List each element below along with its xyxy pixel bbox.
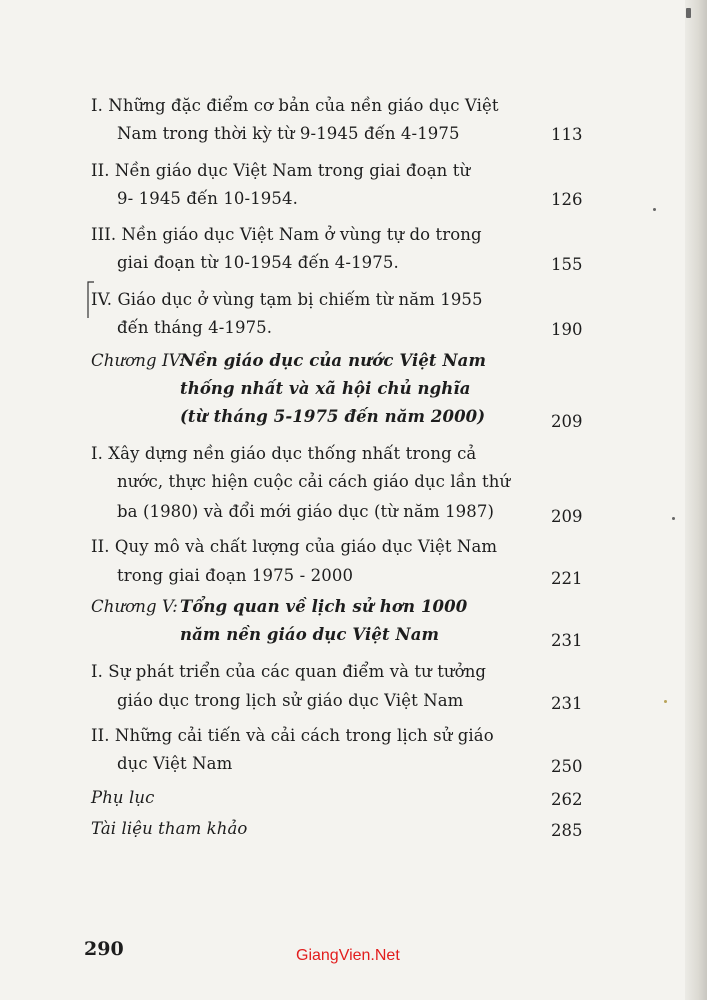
toc-page-number: 231 — [551, 694, 583, 713]
chapter-title-line: Nền giáo dục của nước Việt Nam — [180, 351, 487, 370]
page-number: 290 — [84, 938, 124, 960]
chapter-title-line: Tổng quan về lịch sử hơn 1000 — [180, 597, 468, 616]
toc-page-number: 231 — [551, 631, 583, 650]
chapter-title-line: năm nền giáo dục Việt Nam — [180, 625, 440, 644]
toc-entry-line: 9- 1945 đến 10-1954. — [117, 189, 298, 208]
toc-entry-line: III. Nền giáo dục Việt Nam ở vùng tự do trong — [91, 225, 482, 244]
chapter-label: Chương V: — [91, 597, 178, 616]
toc-page-number: 113 — [551, 125, 583, 144]
toc-page-number: 250 — [551, 757, 583, 776]
toc-page-number: 262 — [551, 790, 583, 809]
toc-entry-line: ba (1980) và đổi mới giáo dục (từ năm 1987) — [117, 502, 494, 521]
toc-page-number: 209 — [551, 412, 583, 431]
toc-page-number: 285 — [551, 821, 583, 840]
toc-page-number: 190 — [551, 320, 583, 339]
toc-entry-line: II. Quy mô và chất lượng của giáo dục Việt Nam — [91, 537, 498, 556]
toc-entry-line: II. Nền giáo dục Việt Nam trong giai đoạn từ — [91, 161, 471, 180]
toc-entry-line: I. Những đặc điểm cơ bản của nền giáo dục Việt — [91, 96, 499, 115]
toc-references-title: Tài liệu tham khảo — [91, 819, 248, 838]
chapter-title-line: thống nhất và xã hội chủ nghĩa — [180, 379, 471, 398]
toc-entry-line: trong giai đoạn 1975 - 2000 — [117, 566, 354, 585]
toc-page-number: 126 — [551, 190, 583, 209]
toc-entry-line: Nam trong thời kỳ từ 9-1945 đến 4-1975 — [117, 124, 460, 143]
toc-page-number: 209 — [551, 507, 583, 526]
toc-entry-line: giáo dục trong lịch sử giáo dục Việt Nam — [117, 691, 464, 710]
toc-entry-line: I. Sự phát triển của các quan điểm và tư tưởng — [91, 662, 487, 681]
toc-entry-line: IV. Giáo dục ở vùng tạm bị chiếm từ năm 1955 — [91, 290, 483, 309]
toc-entry-line: II. Những cải tiến và cải cách trong lịch sử giáo — [91, 726, 494, 745]
toc-entry-line: nước, thực hiện cuộc cải cách giáo dục lần thứ — [117, 472, 511, 491]
toc-appendix-title: Phụ lục — [91, 788, 155, 807]
toc-entry-line: dục Việt Nam — [117, 754, 233, 773]
toc-entry-line: I. Xây dựng nền giáo dục thống nhất trong cả — [91, 444, 477, 463]
watermark-text: GiangVien.Net — [296, 947, 400, 964]
toc-entry-line: đến tháng 4-1975. — [117, 318, 273, 337]
toc-page-number: 221 — [551, 569, 583, 588]
chapter-title-line: (từ tháng 5-1975 đến năm 2000) — [180, 407, 486, 426]
toc-page-number: 155 — [551, 255, 583, 274]
chapter-label: Chương IV: — [91, 351, 185, 370]
toc-entry-line: giai đoạn từ 10-1954 đến 4-1975. — [117, 253, 399, 272]
